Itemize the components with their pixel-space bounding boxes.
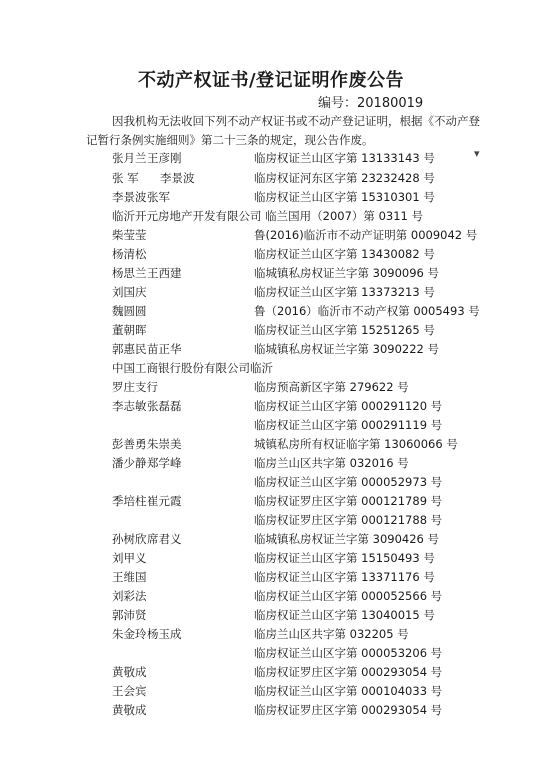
holder-name-2: 李景波 <box>160 171 195 185</box>
certificate-number: 临房兰山区共字第 032205 号 <box>254 627 409 641</box>
holder-name-2: 郑学峰 <box>147 456 182 470</box>
holder-name-1: 张 军 <box>112 171 139 185</box>
holder-name-1: 黄敬成 <box>112 665 147 679</box>
certificate-number: 临房权证兰山区字第 15251265 号 <box>254 323 435 337</box>
holder-name-1: 李志敏 <box>112 399 147 413</box>
holder-name-1: 王会宾 <box>112 684 147 698</box>
holder-name-2: 张军 <box>147 190 170 204</box>
certificate-number: 临房权证兰山区字第 15310301 号 <box>254 190 435 204</box>
certificate-number: 临城镇私房权证兰字第 3090096 号 <box>254 266 440 280</box>
certificate-number: 临城镇私房权证兰字第 3090222 号 <box>254 342 440 356</box>
holder-name-1: 李景波 <box>112 190 147 204</box>
holder-name-2: 苗正华 <box>147 342 182 356</box>
certificate-number: 临房权证罗庄区字第 000293054 号 <box>254 703 443 717</box>
certificate-number: 临房权证兰山区字第 13371176 号 <box>254 570 435 584</box>
list-item-wide: 中国工商银行股份有限公司临沂 <box>112 361 273 375</box>
holder-name-1: 董朝晖 <box>112 323 147 337</box>
holder-name-1: 孙树欣 <box>112 532 147 546</box>
holder-name-2: 王西建 <box>147 266 182 280</box>
certificate-number: 临房权证罗庄区字第 000121788 号 <box>254 513 443 527</box>
certificate-number: 临房预高新区字第 279622 号 <box>254 380 409 394</box>
certificate-number: 临房兰山区共字第 032016 号 <box>254 456 409 470</box>
intro-line-1: 因我机构无法收回下列不动产权证书或不动产登记证明，根据《不动产登 <box>112 114 480 128</box>
holder-name-1: 朱金玲 <box>112 627 147 641</box>
certificate-number: 临房权证兰山区字第 000052973 号 <box>254 475 443 489</box>
list-item-wide: 临沂开元房地产开发有限公司 临兰国用（2007）第 0311 号 <box>112 209 423 223</box>
holder-name-1: 刘国庆 <box>112 285 147 299</box>
certificate-number: 临房权证兰山区字第 13133143 号 <box>254 151 435 165</box>
holder-name-1: 罗庄支行 <box>112 380 158 394</box>
certificate-number: 临房权证兰山区字第 000291120 号 <box>254 399 443 413</box>
holder-name-2: 朱崇美 <box>147 437 182 451</box>
certificate-number: 临房权证兰山区字第 13430082 号 <box>254 247 435 261</box>
certificate-number: 临房权证兰山区字第 13040015 号 <box>254 608 435 622</box>
stray-mark: ▾ <box>474 147 480 160</box>
holder-name-1: 郭沛贤 <box>112 608 147 622</box>
holder-name-1: 杨思兰 <box>112 266 147 280</box>
holder-name-2: 席君义 <box>147 532 182 546</box>
holder-name-2: 张磊磊 <box>147 399 182 413</box>
holder-name-2: 王彦刚 <box>147 151 182 165</box>
intro-paragraph <box>86 112 532 150</box>
certificate-number: 临房权证兰山区字第 13373213 号 <box>254 285 435 299</box>
certificate-number: 鲁（2016）临沂市不动产权第 0005493 号 <box>254 304 480 318</box>
holder-name-1: 彭善勇 <box>112 437 147 451</box>
intro-line-2: 记暂行条例实施细则》第二十三条的规定，现公告作废。 <box>86 133 374 147</box>
holder-name-1: 杨清松 <box>112 247 147 261</box>
holder-name-2: 崔元霞 <box>147 494 182 508</box>
holder-name-1: 刘彩法 <box>112 589 147 603</box>
certificate-number: 临房权证兰山区字第 000052566 号 <box>254 589 443 603</box>
page-title: 不动产权证书/登记证明作废公告 <box>137 70 405 91</box>
certificate-number: 城镇私房所有权证临字第 13060066 号 <box>254 437 458 451</box>
holder-name-1: 黄敬成 <box>112 703 147 717</box>
holder-name-1: 季培柱 <box>112 494 147 508</box>
holder-name-1: 郭惠民 <box>112 342 147 356</box>
holder-name-1: 张月兰 <box>112 151 147 165</box>
serial-number: 编号：20180019 <box>318 96 424 111</box>
certificate-number: 临城镇私房权证兰字第 3090426 号 <box>254 532 440 546</box>
certificate-number: 临房权证罗庄区字第 000121789 号 <box>254 494 443 508</box>
holder-name-1: 刘甲义 <box>112 551 147 565</box>
holder-name-1: 潘少静 <box>112 456 147 470</box>
holder-name-1: 王维国 <box>112 570 147 584</box>
holder-name-1: 柴莹莹 <box>112 228 147 242</box>
certificate-number: 临房权证兰山区字第 15150493 号 <box>254 551 435 565</box>
certificate-number: 临房权证兰山区字第 000291119 号 <box>254 418 443 432</box>
certificate-number: 鲁(2016)临沂市不动产证明第 0009042 号 <box>254 228 478 242</box>
holder-name-2: 杨玉成 <box>147 627 182 641</box>
certificate-number: 临房权证河东区字第 23232428 号 <box>254 171 435 185</box>
certificate-number: 临房权证罗庄区字第 000293054 号 <box>254 665 443 679</box>
holder-name-1: 魏圆圆 <box>112 304 147 318</box>
certificate-number: 临房权证兰山区字第 000104033 号 <box>254 684 443 698</box>
certificate-number: 临房权证兰山区字第 000053206 号 <box>254 646 443 660</box>
